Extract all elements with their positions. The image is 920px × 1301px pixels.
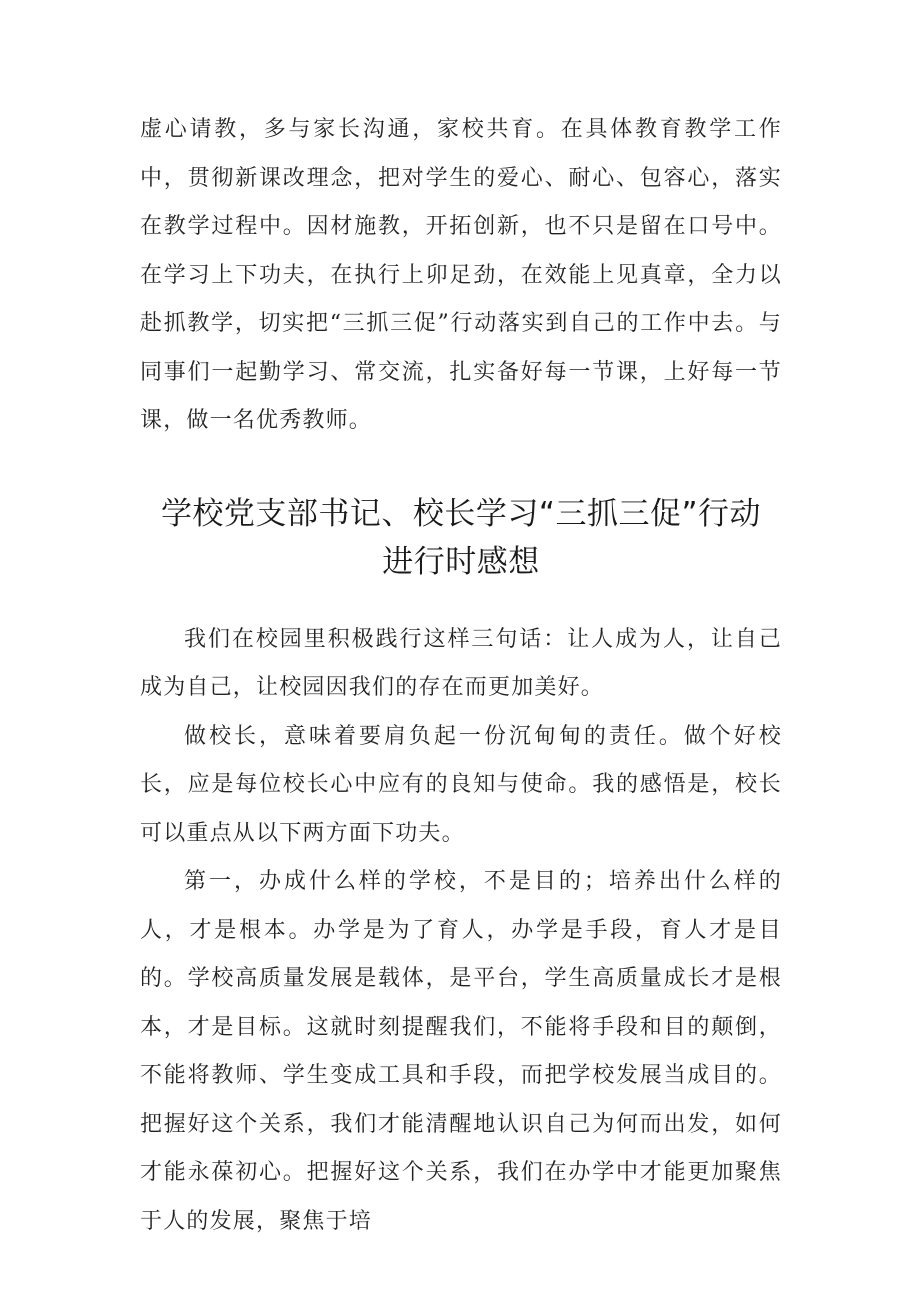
body-paragraph-3: 第一，办成什么样的学校，不是目的；培养出什么样的人，才是根本。办学是为了育人，办学是手段，育人才是目的。学校高质量发展是载体，是平台，学生高质量成长才是根本，才是目标。这就时刻提醒我们，不能将手段和目的颠倒，不能将教师、学生变成工具和手段，而把学校发展当成目的。把握好这个关系，我们才能清醒地认识自己为何而出发，如何才能永葆初心。把握好这个关系，我们在办学中才能更加聚焦于人的发展，聚焦于培 (140, 869, 782, 1234)
body-paragraph-1: 我们在校园里积极践行这样三句话：让人成为人，让自己成为自己，让校园因我们的存在而更加美好。 (140, 626, 782, 700)
article-title-line-2: 进行时感想 (382, 543, 540, 580)
article-title (140, 490, 782, 586)
intro-paragraph: 虚心请教，多与家长沟通，家校共育。在具体教育教学工作中，贯彻新课改理念，把对学生的爱心、耐心、包容心，落实在教学过程中。因材施教，开拓创新，也不只是留在口号中。在学习上下功夫，在执行上卯足劲，在效能上见真章，全力以赴抓教学，切实把“三抓三促”行动落实到自己的工作中去。与同事们一起勤学习、常交流，扎实备好每一节课，上好每一节课，做一名优秀教师。 (140, 117, 782, 433)
body-paragraph-2: 做校长，意味着要肩负起一份沉甸甸的责任。做个好校长，应是每位校长心中应有的良知与使命。我的感悟是，校长可以重点从以下两方面下功夫。 (140, 723, 782, 846)
article-title-line-1: 学校党支部书记、校长学习“三抓三促”行动 (160, 495, 762, 532)
